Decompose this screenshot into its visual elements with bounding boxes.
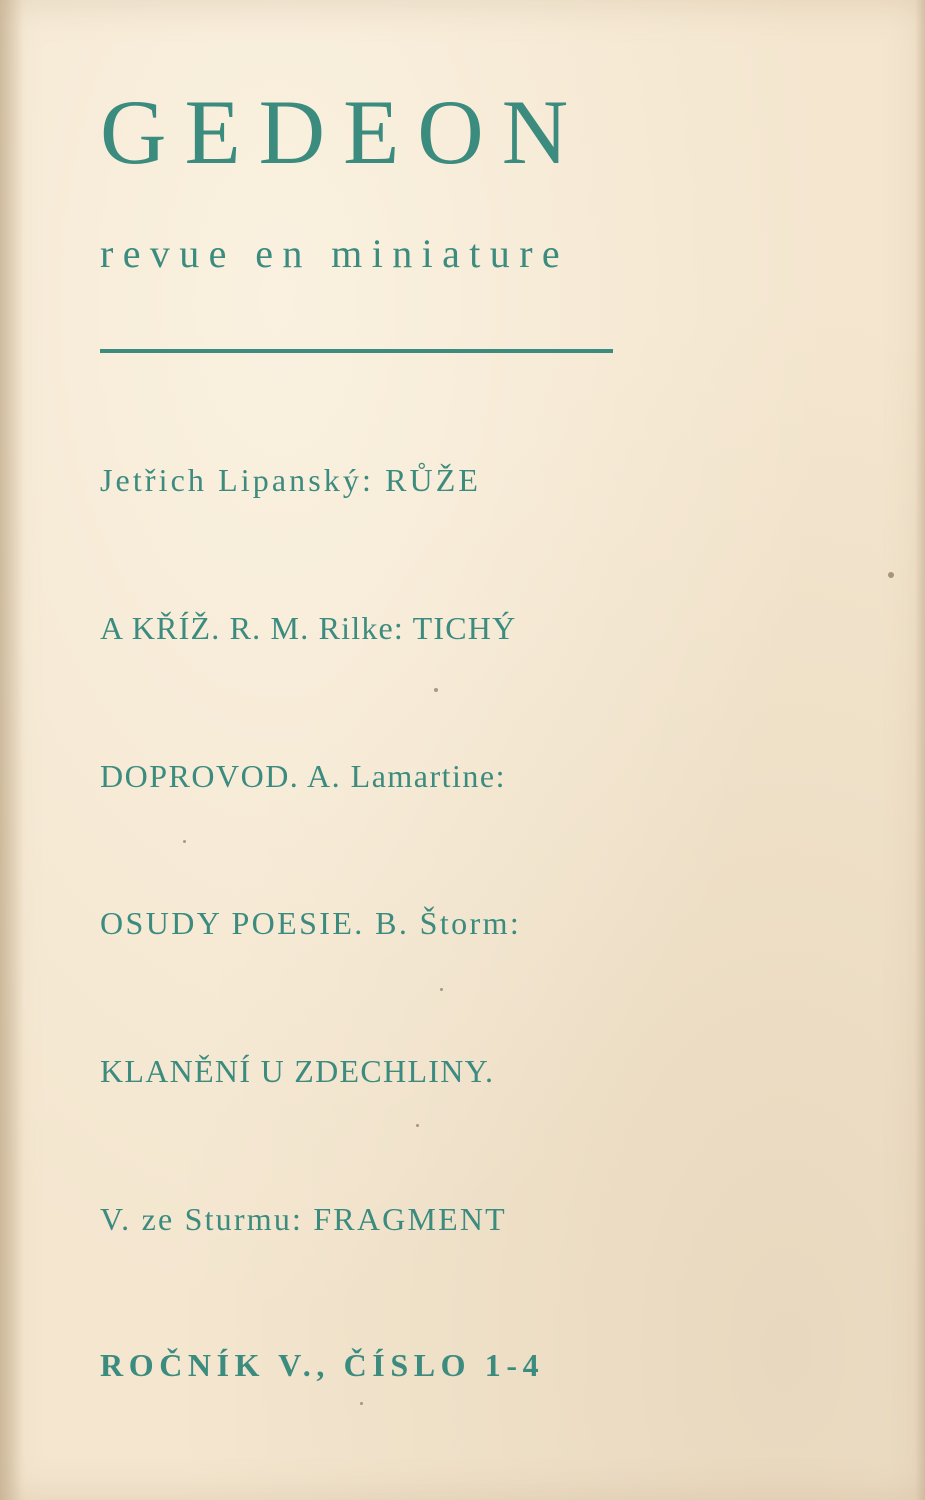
contents-line-3: DOPROVOD. A. Lamartine: <box>100 758 507 794</box>
paper-speck <box>183 840 186 843</box>
paper-speck <box>440 988 443 991</box>
contents-line-6: V. ze Sturmu: FRAGMENT <box>100 1201 507 1237</box>
cover-spine-edge <box>0 0 22 1500</box>
title-divider-rule <box>100 349 613 353</box>
paper-speck <box>360 1402 363 1405</box>
contents-line-4: OSUDY POESIE. B. Štorm: <box>100 905 522 941</box>
issue-volume-line: ROČNÍK V., ČÍSLO 1-4 <box>100 1347 545 1383</box>
magazine-title: GEDEON <box>100 81 587 183</box>
contents-line-5: KLANĚNÍ U ZDECHLINY. <box>100 1053 495 1089</box>
magazine-subtitle: revue en miniature <box>100 231 570 276</box>
paper-speck <box>888 572 894 578</box>
paper-speck <box>434 688 438 692</box>
contents-line-1: Jetřich Lipanský: RŮŽE <box>100 462 482 498</box>
contents-line-2: A KŘÍŽ. R. M. Rilke: TICHÝ <box>100 610 517 646</box>
cover-right-edge <box>915 0 925 1500</box>
paper-speck <box>416 1124 419 1127</box>
